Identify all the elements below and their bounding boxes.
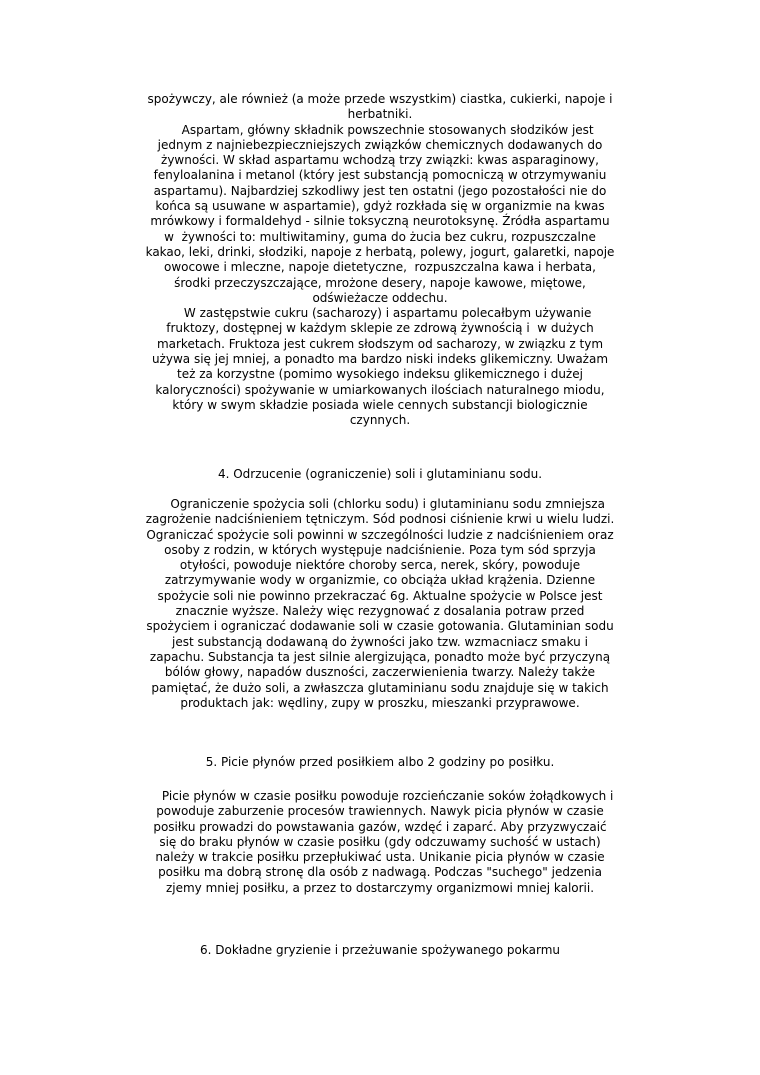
text-line: fenyloalanina i metanol (który jest substancją pomocniczą w otrzymywaniu	[153, 168, 607, 183]
text-line: końca są usuwane w aspartamie), gdyż rozkłada się w organizmie na kwas	[155, 199, 605, 214]
text-line: odświeżacze oddechu.	[312, 290, 448, 305]
text-line: spożywczy, ale również (a może przede wszystkim) ciastka, cukierki, napoje i	[147, 92, 613, 106]
text-line: zapachu. Substancja ta jest silnie alergizująca, ponadto może być przyczyną	[149, 649, 611, 664]
text-line: zagrożenie nadciśnieniem tętniczym. Sód podnosi ciśnienie krwi u wielu ludzi.	[145, 512, 615, 527]
text-line: w żywności to: multiwitaminy, guma do żucia bez cukru, rozpuszczalne	[164, 229, 596, 244]
text-line: mrówkowy i formaldehyd - silnie toksyczną neurotoksynę. Źródła aspartamu	[150, 214, 610, 229]
section-5-body	[120, 789, 640, 896]
text-line: czynnych.	[349, 413, 411, 428]
text-line: jest substancją dodawaną do żywności jako tzw. wzmacniacz smaku i	[172, 634, 588, 649]
section-4-heading: 4. Odrzucenie (ograniczenie) soli i glutaminianu sodu.	[217, 467, 543, 481]
text-line: kakao, leki, drinki, słodziki, napoje z herbatą, polewy, jogurt, galaretki, napoje	[145, 244, 615, 259]
text-line: pamiętać, że dużo soli, a zwłaszcza glutaminianu sodu znajduje się w takich	[151, 680, 609, 695]
text-line: zatrzymywanie wody w organizmie, co obciąża układ krążenia. Dzienne	[164, 573, 596, 588]
text-line: należy w trakcie posiłku przepłukiwać usta. Unikanie picia płynów w czasie	[155, 850, 605, 865]
section-4-body	[120, 497, 640, 711]
text-line: owocowe i mleczne, napoje dietetyczne, rozpuszczalna kawa i herbata,	[164, 260, 596, 275]
text-line: marketach. Fruktoza jest cukrem słodszym od sacharozy, w związku z tym	[156, 336, 604, 351]
text-line: aspartamu). Najbardziej szkodliwy jest ten ostatni (jego pozostałości nie do	[153, 183, 607, 198]
sweeteners-paragraphs	[120, 92, 640, 429]
section-6-heading: 6. Dokładne gryzienie i przeżuwanie spożywanego pokarmu	[200, 943, 560, 957]
text-line: znacznie wyższe. Należy więc rezygnować z dosalania potraw przed	[175, 604, 585, 619]
text-line: spożycie soli nie powinno przekraczać 6g. Aktualne spożycie w Polsce jest	[157, 588, 603, 603]
text-line: posiłku prowadzi do powstawania gazów, wzdęć i zaparć. Aby przyzwyczaić	[153, 819, 607, 834]
text-line: Aspartam, główny składnik powszechnie stosowanych słodzików jest	[166, 122, 594, 137]
text-line: powoduje zaburzenie procesów trawiennych. Nawyk picia płynów w czasie	[156, 804, 604, 819]
text-line: bólów głowy, napadów duszności, zaczerwienienia twarzy. Należy także	[164, 665, 596, 680]
text-line: też za korzystne (pomimo wysokiego indeksu glikemicznego i dużej	[177, 367, 583, 382]
text-line: posiłku ma dobrą stronę dla osób z nadwagą. Podczas "suchego" jedzenia	[158, 865, 602, 880]
text-line: osoby z rodzin, w których występuje nadciśnienie. Poza tym sód sprzyja	[164, 542, 596, 557]
text-line: żywności. W skład aspartamu wchodzą trzy związki: kwas asparaginowy,	[161, 153, 599, 168]
text-line: spożyciem i ograniczać dodawanie soli w czasie gotowania. Glutaminian sodu	[146, 619, 614, 634]
text-line: się do braku płynów w czasie posiłku (gdy odczuwamy suchość w ustach)	[159, 834, 601, 849]
text-line: herbatniki.	[347, 107, 413, 122]
text-line: Ograniczać spożycie soli powinni w szczególności ludzie z nadciśnieniem oraz	[146, 527, 614, 542]
text-line: otyłości, powoduje niektóre choroby serca, nerek, skóry, powoduje	[179, 558, 581, 573]
text-line: zjemy mniej posiłku, a przez to dostarczymy organizmowi mniej kalorii.	[165, 880, 595, 895]
text-line: W zastępstwie cukru (sacharozy) i aspartamu polecałbym używanie	[168, 306, 592, 321]
text-line: jednym z najniebezpieczniejszych związków chemicznych dodawanych do	[157, 137, 603, 152]
text-line: kaloryczności) spożywanie w umiarkowanych ilościach naturalnego miodu,	[155, 382, 605, 397]
text-line: używa się jej mniej, a ponadto ma bardzo niski indeks glikemiczny. Uważam	[151, 352, 609, 367]
section-5-heading: 5. Picie płynów przed posiłkiem albo 2 godziny po posiłku.	[205, 755, 555, 769]
text-line: produktach jak: wędliny, zupy w proszku, mieszanki przyprawowe.	[180, 695, 580, 710]
text-line: Ograniczenie spożycia soli (chlorku sodu) i glutaminianu sodu zmniejsza	[155, 497, 605, 511]
text-line: który w swym składzie posiada wiele cennych substancji biologicznie	[172, 397, 588, 412]
text-line: Picie płynów w czasie posiłku powoduje rozcieńczanie soków żołądkowych i	[146, 789, 614, 803]
text-line: fruktozy, dostępnej w każdym sklepie ze zdrową żywnością i w dużych	[166, 321, 594, 336]
text-line: środki przeczyszczające, mrożone desery, napoje kawowe, miętowe,	[174, 275, 586, 290]
